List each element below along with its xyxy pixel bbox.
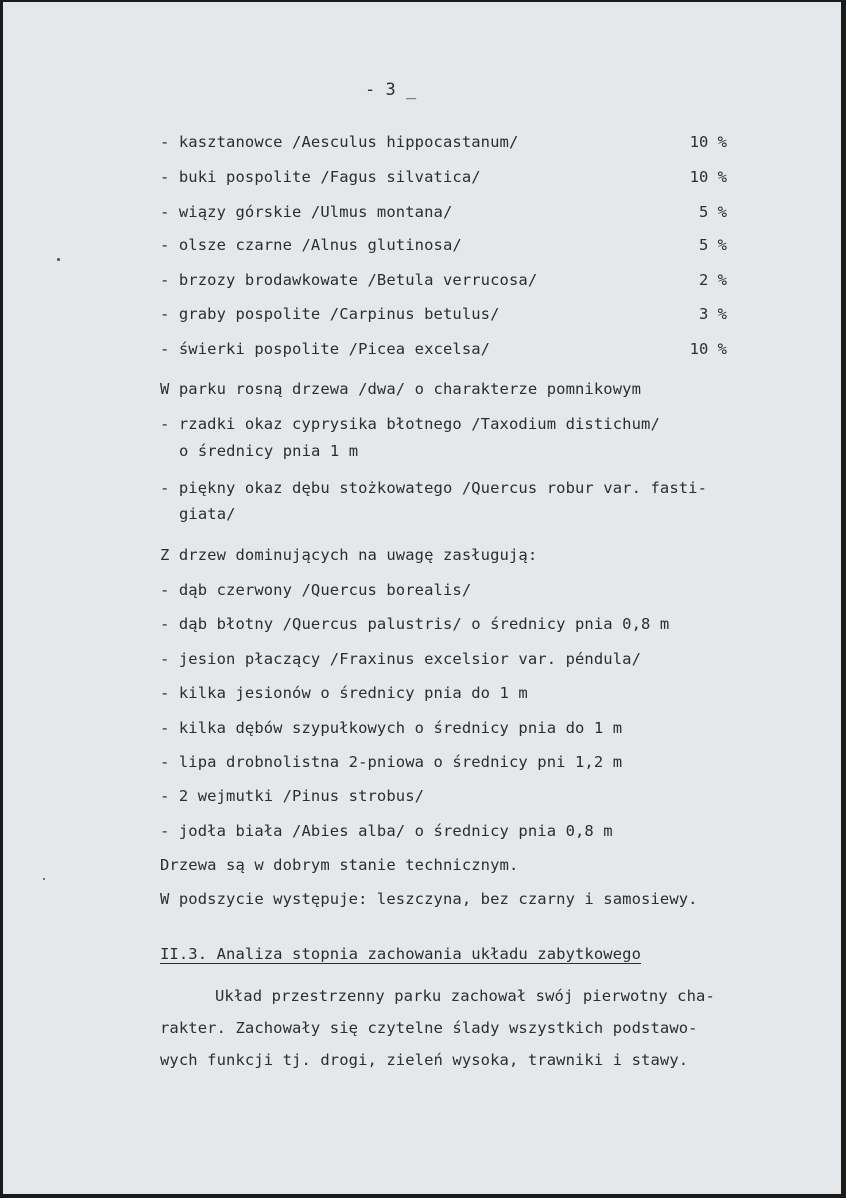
species-percent: 10 % [689, 168, 727, 186]
page-number: - 3 _ [365, 80, 417, 100]
dominant-item: - dąb błotny /Quercus palustris/ o średnicy pnia 0,8 m [160, 615, 670, 633]
species-percent: 2 % [699, 271, 727, 289]
species-name: - buki pospolite /Fagus silvatica/ [160, 168, 481, 186]
species-name: - graby pospolite /Carpinus betulus/ [160, 305, 500, 323]
dominant-item: - lipa drobnolistna 2-pniowa o średnicy pni 1,2 m [160, 753, 623, 771]
document-page [3, 2, 841, 1194]
dominant-item: - kilka dębów szypułkowych o średnicy pnia do 1 m [160, 719, 623, 737]
species-percent: 3 % [699, 305, 727, 323]
species-name: - wiązy górskie /Ulmus montana/ [160, 203, 453, 221]
species-percent: 10 % [689, 133, 727, 151]
binding-hole-mark [57, 258, 60, 261]
monuments-intro: W parku rosną drzewa /dwa/ o charakterze pomnikowym [160, 380, 642, 398]
species-name: - olsze czarne /Alnus glutinosa/ [160, 236, 462, 254]
dominant-intro: Z drzew dominujących na uwagę zasługują: [160, 546, 538, 564]
monument-item: - piękny okaz dębu stożkowatego /Quercus robur var. fasti- [160, 479, 708, 497]
section-paragraph-line: Układ przestrzenny parku zachował swój pierwotny cha- [215, 987, 715, 1005]
undergrowth-text: W podszycie występuje: leszczyna, bez czarny i samosiewy. [160, 890, 698, 908]
monument-item-continuation: o średnicy pnia 1 m [179, 442, 359, 460]
species-percent: 10 % [689, 340, 727, 358]
monument-item: - rzadki okaz cyprysika błotnego /Taxodium distichum/ [160, 415, 660, 433]
section-paragraph-line: wych funkcji tj. drogi, zieleń wysoka, trawniki i stawy. [160, 1051, 689, 1069]
speck-mark [43, 878, 45, 880]
species-name: - brzozy brodawkowate /Betula verrucosa/ [160, 271, 538, 289]
species-percent: 5 % [699, 236, 727, 254]
section-paragraph-line: rakter. Zachowały się czytelne ślady wszystkich podstawo- [160, 1019, 698, 1037]
species-name: - świerki pospolite /Picea excelsa/ [160, 340, 491, 358]
dominant-item: - dąb czerwony /Quercus borealis/ [160, 581, 472, 599]
dominant-item: - jodła biała /Abies alba/ o średnicy pnia 0,8 m [160, 822, 613, 840]
dominant-item: - jesion płaczący /Fraxinus excelsior var. péndula/ [160, 650, 642, 668]
species-percent: 5 % [699, 203, 727, 221]
species-name: - kasztanowce /Aesculus hippocastanum/ [160, 133, 519, 151]
monument-item-continuation: giata/ [179, 505, 236, 523]
condition-text: Drzewa są w dobrym stanie technicznym. [160, 856, 519, 874]
dominant-item: - kilka jesionów o średnicy pnia do 1 m [160, 684, 528, 702]
section-heading: II.3. Analiza stopnia zachowania układu zabytkowego [160, 945, 642, 963]
dominant-item: - 2 wejmutki /Pinus strobus/ [160, 787, 425, 805]
